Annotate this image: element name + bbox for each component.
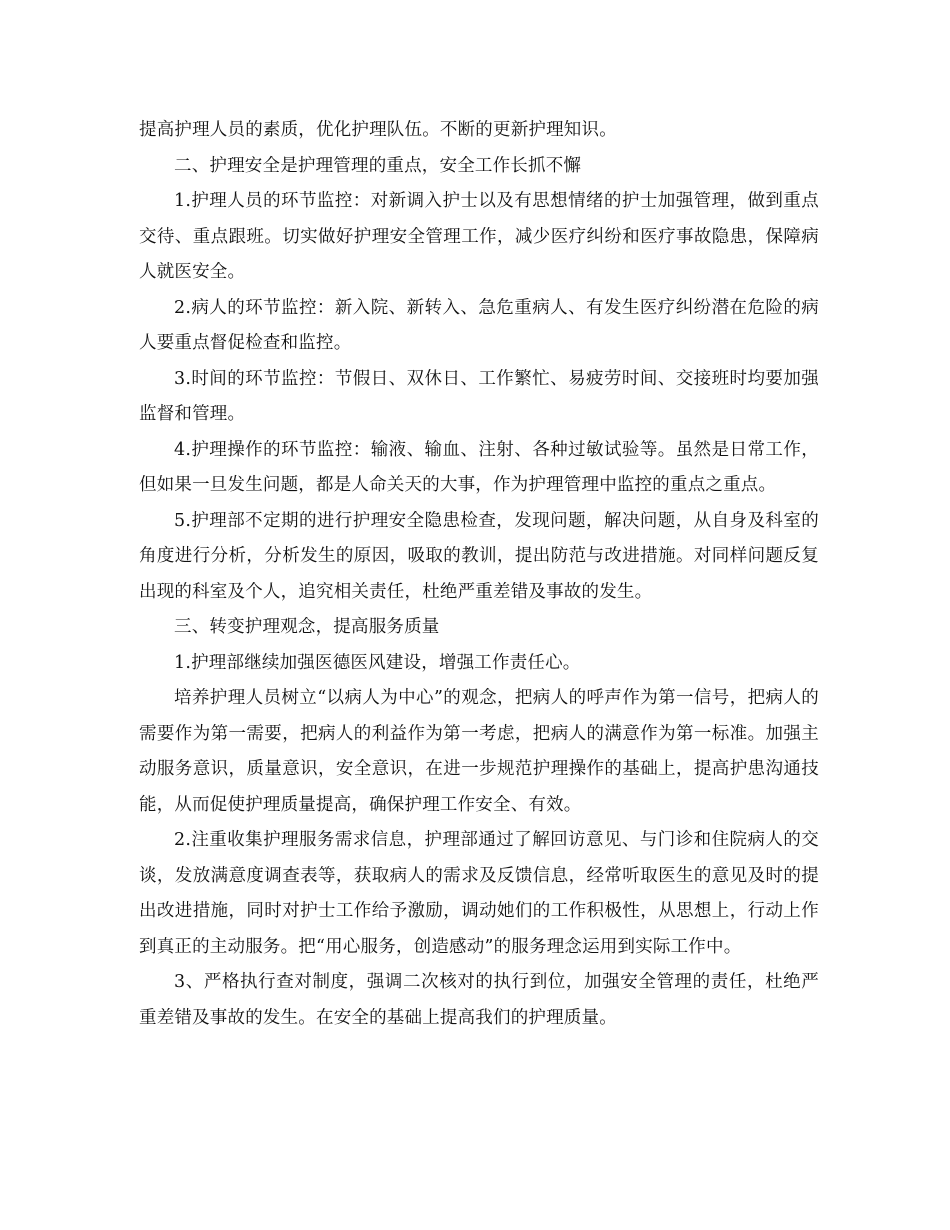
paragraph-time-monitoring: 3.时间的环节监控：节假日、双休日、工作繁忙、易疲劳时间、交接班时均要加强监督和管理。 bbox=[139, 368, 819, 424]
paragraph-ethics: 1.护理部继续加强医德医风建设，增强工作责任心。 bbox=[174, 652, 581, 673]
document-body bbox=[139, 113, 819, 1036]
paragraph-operation-monitoring: 4.护理操作的环节监控：输液、输血、注射、各种过敏试验等。虽然是日常工作，但如果一旦发生问题，都是人命关天的大事，作为护理管理中监控的重点之重点。 bbox=[139, 439, 819, 495]
section-heading-2: 二、护理安全是护理管理的重点，安全工作长抓不懈 bbox=[174, 155, 582, 176]
paragraph-patient-centered: 培养护理人员树立“以病人为中心”的观念，把病人的呼声作为第一信号，把病人的需要作为第一需要，把病人的利益作为第一考虑，把病人的满意作为第一标准。加强主动服务意识，质量意识，安全意识，在进一步规范护理操作的基础上，提高护患沟通技能，从而促使护理质量提高，确保护理工作安全、有效。 bbox=[139, 688, 819, 815]
paragraph-patient-monitoring: 2.病人的环节监控：新入院、新转入、急危重病人、有发生医疗纠纷潜在危险的病人要重点督促检查和监控。 bbox=[139, 297, 819, 353]
paragraph-nurse-monitoring: 1.护理人员的环节监控：对新调入护士以及有思想情绪的护士加强管理，做到重点交待、重点跟班。切实做好护理安全管理工作，减少医疗纠纷和医疗事故隐患，保障病人就医安全。 bbox=[139, 191, 819, 282]
paragraph-1: 提高护理人员的素质，优化护理队伍。不断的更新护理知识。 bbox=[139, 120, 617, 140]
paragraph-check-system: 3、严格执行查对制度，强调二次核对的执行到位，加强安全管理的责任，杜绝严重差错及事故的发生。在安全的基础上提高我们的护理质量。 bbox=[139, 972, 819, 1028]
paragraph-safety-inspection: 5.护理部不定期的进行护理安全隐患检查，发现问题，解决问题，从自身及科室的角度进行分析，分析发生的原因，吸取的教训，提出防范与改进措施。对同样问题反复出现的科室及个人，追究相关责任，杜绝严重差错及事故的发生。 bbox=[139, 510, 819, 602]
section-heading-3: 三、转变护理观念，提高服务质量 bbox=[174, 617, 440, 637]
paragraph-service-feedback: 2.注重收集护理服务需求信息，护理部通过了解回访意见、与门诊和住院病人的交谈，发放满意度调查表等，获取病人的需求及反馈信息，经常听取医生的意见及时的提出改进措施，同时对护士工作给予激励，调动她们的工作积极性，从思想上，行动上作到真正的主动服务。把“用心服务，创造感动”的服务理念运用到实际工作中。 bbox=[139, 830, 819, 957]
